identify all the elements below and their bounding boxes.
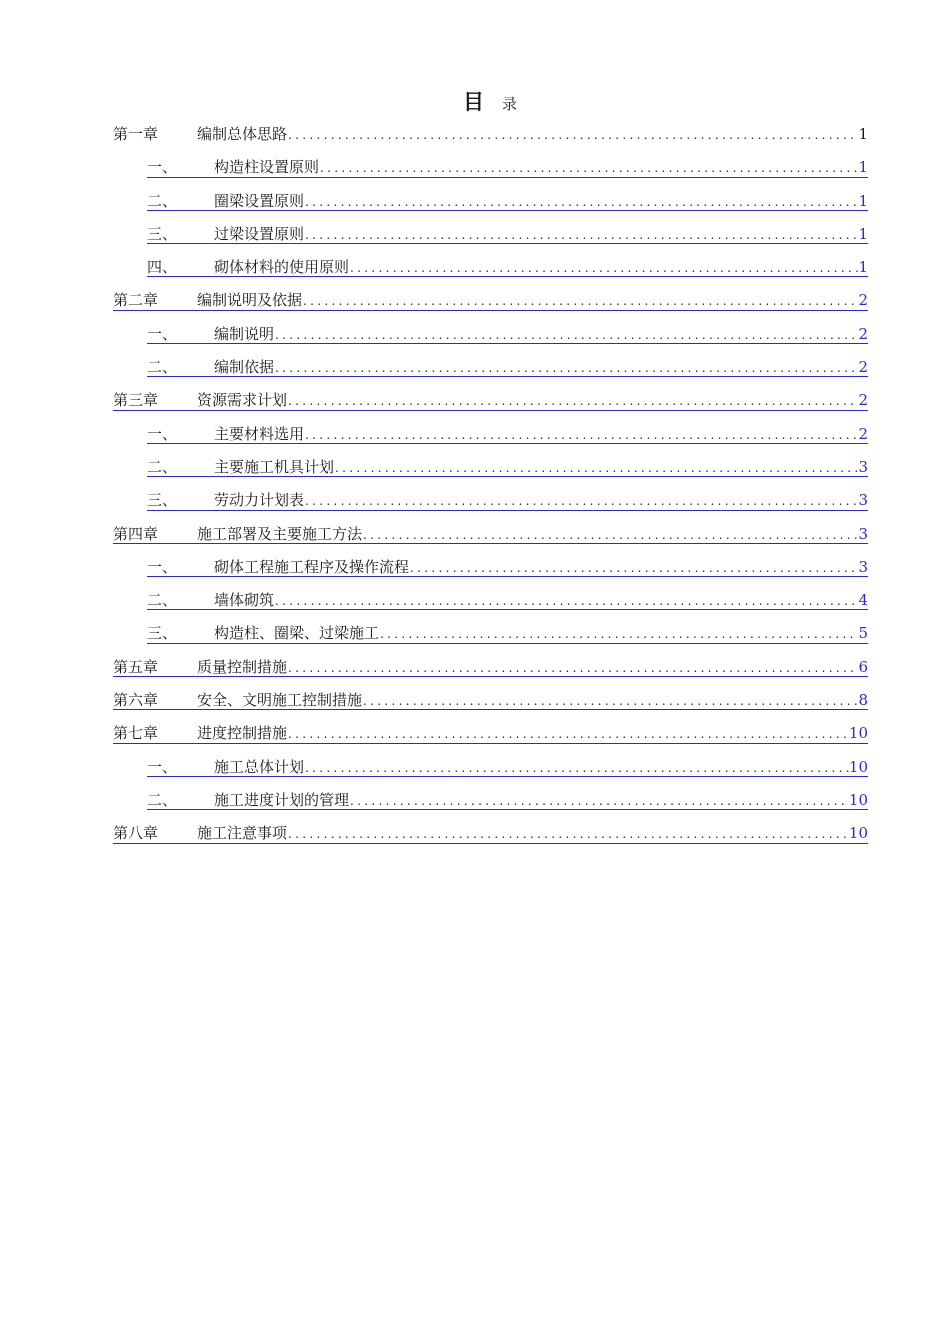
toc-entry-link[interactable] bbox=[113, 284, 868, 317]
toc-entry-label: 施工部署及主要施工方法 bbox=[197, 524, 363, 543]
toc-entry-link[interactable] bbox=[147, 617, 868, 650]
toc-entry-number: 三、 bbox=[147, 491, 178, 510]
toc-chapter-entry bbox=[113, 651, 868, 684]
toc-entry-label: 进度控制措施 bbox=[197, 724, 288, 743]
toc-entry-number: 第五章 bbox=[113, 657, 159, 676]
toc-entry-link[interactable] bbox=[147, 318, 868, 351]
toc-entry-link[interactable] bbox=[113, 651, 868, 684]
toc-entry-label: 编制说明 bbox=[214, 324, 275, 343]
toc-section-entry bbox=[113, 617, 868, 650]
toc-page-number: 5 bbox=[858, 624, 868, 643]
toc-section-entry bbox=[113, 551, 868, 584]
toc-page-number: 1 bbox=[858, 158, 868, 177]
toc-page-number: 1 bbox=[858, 258, 868, 277]
toc-section-entry bbox=[113, 318, 868, 351]
toc-entry-number: 二、 bbox=[147, 790, 178, 809]
toc-entry-label: 墙体砌筑 bbox=[214, 591, 275, 610]
toc-section-entry bbox=[113, 484, 868, 517]
toc-entry-link[interactable] bbox=[113, 518, 868, 551]
toc-chapter-entry bbox=[113, 518, 868, 551]
toc-page-number: 4 bbox=[858, 591, 868, 610]
toc-entry-link[interactable] bbox=[113, 684, 868, 717]
toc-entry-number: 一、 bbox=[147, 424, 178, 443]
toc-entry-label: 施工注意事项 bbox=[197, 824, 288, 843]
toc-entry-label: 编制说明及依据 bbox=[197, 291, 303, 310]
toc-dot-leader bbox=[288, 385, 858, 418]
toc-entry-label: 构造柱设置原则 bbox=[214, 158, 320, 177]
toc-page-number: 10 bbox=[848, 824, 868, 843]
toc-entry-link[interactable] bbox=[147, 218, 868, 251]
toc-entry-link[interactable] bbox=[147, 351, 868, 384]
toc-title-char-2: 录 bbox=[501, 95, 517, 113]
toc-dot-leader bbox=[335, 452, 858, 485]
toc-entry-number: 二、 bbox=[147, 191, 178, 210]
toc-entry-label: 编制依据 bbox=[214, 358, 275, 377]
toc-title bbox=[0, 86, 950, 116]
toc-entry-label: 资源需求计划 bbox=[197, 391, 288, 410]
toc-entry-label: 过梁设置原则 bbox=[214, 224, 305, 243]
toc-dot-leader bbox=[275, 352, 858, 385]
toc-page-number: 1 bbox=[858, 191, 868, 210]
toc-entry-number: 二、 bbox=[147, 457, 178, 476]
toc-dot-leader bbox=[363, 685, 858, 718]
toc-entry-label: 劳动力计划表 bbox=[214, 491, 305, 510]
toc-title-char-1: 目 bbox=[462, 90, 484, 114]
toc-entry-label: 施工总体计划 bbox=[214, 757, 305, 776]
toc-entry-link[interactable] bbox=[147, 551, 868, 584]
toc-section-entry bbox=[113, 418, 868, 451]
toc-page-number: 2 bbox=[858, 358, 868, 377]
toc-dot-leader bbox=[303, 285, 858, 318]
toc-dot-leader bbox=[350, 785, 849, 818]
toc-entry-label: 施工进度计划的管理 bbox=[214, 790, 350, 809]
toc-dot-leader bbox=[305, 485, 858, 518]
toc-entry-number: 一、 bbox=[147, 757, 178, 776]
toc-dot-leader bbox=[288, 818, 849, 851]
toc-entry-label: 质量控制措施 bbox=[197, 657, 288, 676]
toc-entry-label: 圈梁设置原则 bbox=[214, 191, 305, 210]
toc-dot-leader bbox=[305, 752, 849, 785]
toc-section-entry bbox=[113, 584, 868, 617]
toc-section-entry bbox=[113, 451, 868, 484]
toc-section-entry bbox=[113, 151, 868, 184]
toc-entry-link[interactable] bbox=[147, 151, 868, 184]
toc-entry-number: 第八章 bbox=[113, 824, 159, 843]
toc-entry-number: 三、 bbox=[147, 224, 178, 243]
toc-entry-link[interactable] bbox=[113, 717, 868, 750]
toc-section-entry bbox=[113, 784, 868, 817]
toc-dot-leader bbox=[275, 319, 858, 352]
toc-page-number: 3 bbox=[858, 557, 868, 576]
toc-dot-leader bbox=[363, 519, 858, 552]
toc-section-entry bbox=[113, 218, 868, 251]
toc-entry-link[interactable] bbox=[147, 251, 868, 284]
toc-entry-number: 二、 bbox=[147, 358, 178, 377]
toc-dot-leader bbox=[305, 186, 858, 219]
toc-entry-number: 第四章 bbox=[113, 524, 159, 543]
toc-entry-link[interactable] bbox=[147, 418, 868, 451]
toc-dot-leader bbox=[275, 585, 858, 618]
toc-entry-link[interactable] bbox=[147, 451, 868, 484]
toc-chapter-entry bbox=[113, 817, 868, 850]
toc-page-number: 3 bbox=[858, 457, 868, 476]
toc-chapter-entry bbox=[113, 118, 868, 151]
toc-list bbox=[113, 118, 868, 851]
toc-entry-link[interactable] bbox=[147, 751, 868, 784]
toc-page-number: 2 bbox=[858, 291, 868, 310]
toc-section-entry bbox=[113, 185, 868, 218]
toc-page-number: 8 bbox=[858, 691, 868, 710]
toc-dot-leader bbox=[305, 219, 858, 252]
toc-chapter-entry bbox=[113, 684, 868, 717]
toc-entry-label: 构造柱、圈梁、过梁施工 bbox=[214, 624, 380, 643]
toc-dot-leader bbox=[305, 419, 858, 452]
toc-entry-number: 第一章 bbox=[113, 125, 159, 143]
toc-entry-label: 主要材料选用 bbox=[214, 424, 305, 443]
toc-entry-label: 安全、文明施工控制措施 bbox=[197, 691, 363, 710]
toc-entry-number: 三、 bbox=[147, 624, 178, 643]
toc-entry-link[interactable] bbox=[113, 384, 868, 417]
toc-section-entry bbox=[113, 251, 868, 284]
toc-page-number: 2 bbox=[858, 391, 868, 410]
toc-entry-label: 砌体材料的使用原则 bbox=[214, 258, 350, 277]
toc-entry-number: 一、 bbox=[147, 324, 178, 343]
toc-page-number: 10 bbox=[848, 790, 868, 809]
toc-entry-number: 二、 bbox=[147, 591, 178, 610]
toc-entry-number: 第七章 bbox=[113, 724, 159, 743]
toc-page-number: 1 bbox=[858, 125, 868, 143]
toc-chapter-entry bbox=[113, 284, 868, 317]
toc-page-number: 6 bbox=[858, 657, 868, 676]
toc-entry-link[interactable] bbox=[147, 484, 868, 517]
toc-entry-label: 砌体工程施工程序及操作流程 bbox=[214, 557, 410, 576]
toc-entry-number: 一、 bbox=[147, 158, 178, 177]
toc-page-number: 10 bbox=[848, 757, 868, 776]
toc-page-number: 3 bbox=[858, 524, 868, 543]
toc-page-number: 3 bbox=[858, 491, 868, 510]
toc-dot-leader bbox=[288, 119, 858, 152]
toc-page-number: 10 bbox=[848, 724, 868, 743]
toc-page-number: 1 bbox=[858, 224, 868, 243]
toc-dot-leader bbox=[380, 618, 858, 651]
toc-section-entry bbox=[113, 751, 868, 784]
toc-entry-number: 一、 bbox=[147, 557, 178, 576]
toc-dot-leader bbox=[288, 718, 849, 751]
toc-chapter-entry bbox=[113, 384, 868, 417]
toc-dot-leader bbox=[288, 652, 858, 685]
toc-entry-number: 第三章 bbox=[113, 391, 159, 410]
toc-entry-link[interactable] bbox=[147, 784, 868, 817]
toc-entry-label: 编制总体思路 bbox=[197, 125, 288, 143]
toc-dot-leader bbox=[350, 252, 858, 285]
toc-entry-link[interactable] bbox=[147, 584, 868, 617]
toc-entry-link[interactable] bbox=[113, 118, 868, 151]
toc-page-number: 2 bbox=[858, 324, 868, 343]
toc-entry-label: 主要施工机具计划 bbox=[214, 457, 335, 476]
toc-chapter-entry bbox=[113, 717, 868, 750]
toc-dot-leader bbox=[410, 552, 858, 585]
toc-entry-number: 第二章 bbox=[113, 291, 159, 310]
toc-entry-link[interactable] bbox=[147, 185, 868, 218]
toc-entry-number: 第六章 bbox=[113, 691, 159, 710]
toc-entry-number: 四、 bbox=[147, 258, 178, 277]
toc-section-entry bbox=[113, 351, 868, 384]
toc-dot-leader bbox=[320, 152, 858, 185]
toc-page-number: 2 bbox=[858, 424, 868, 443]
toc-entry-link[interactable] bbox=[113, 817, 868, 850]
